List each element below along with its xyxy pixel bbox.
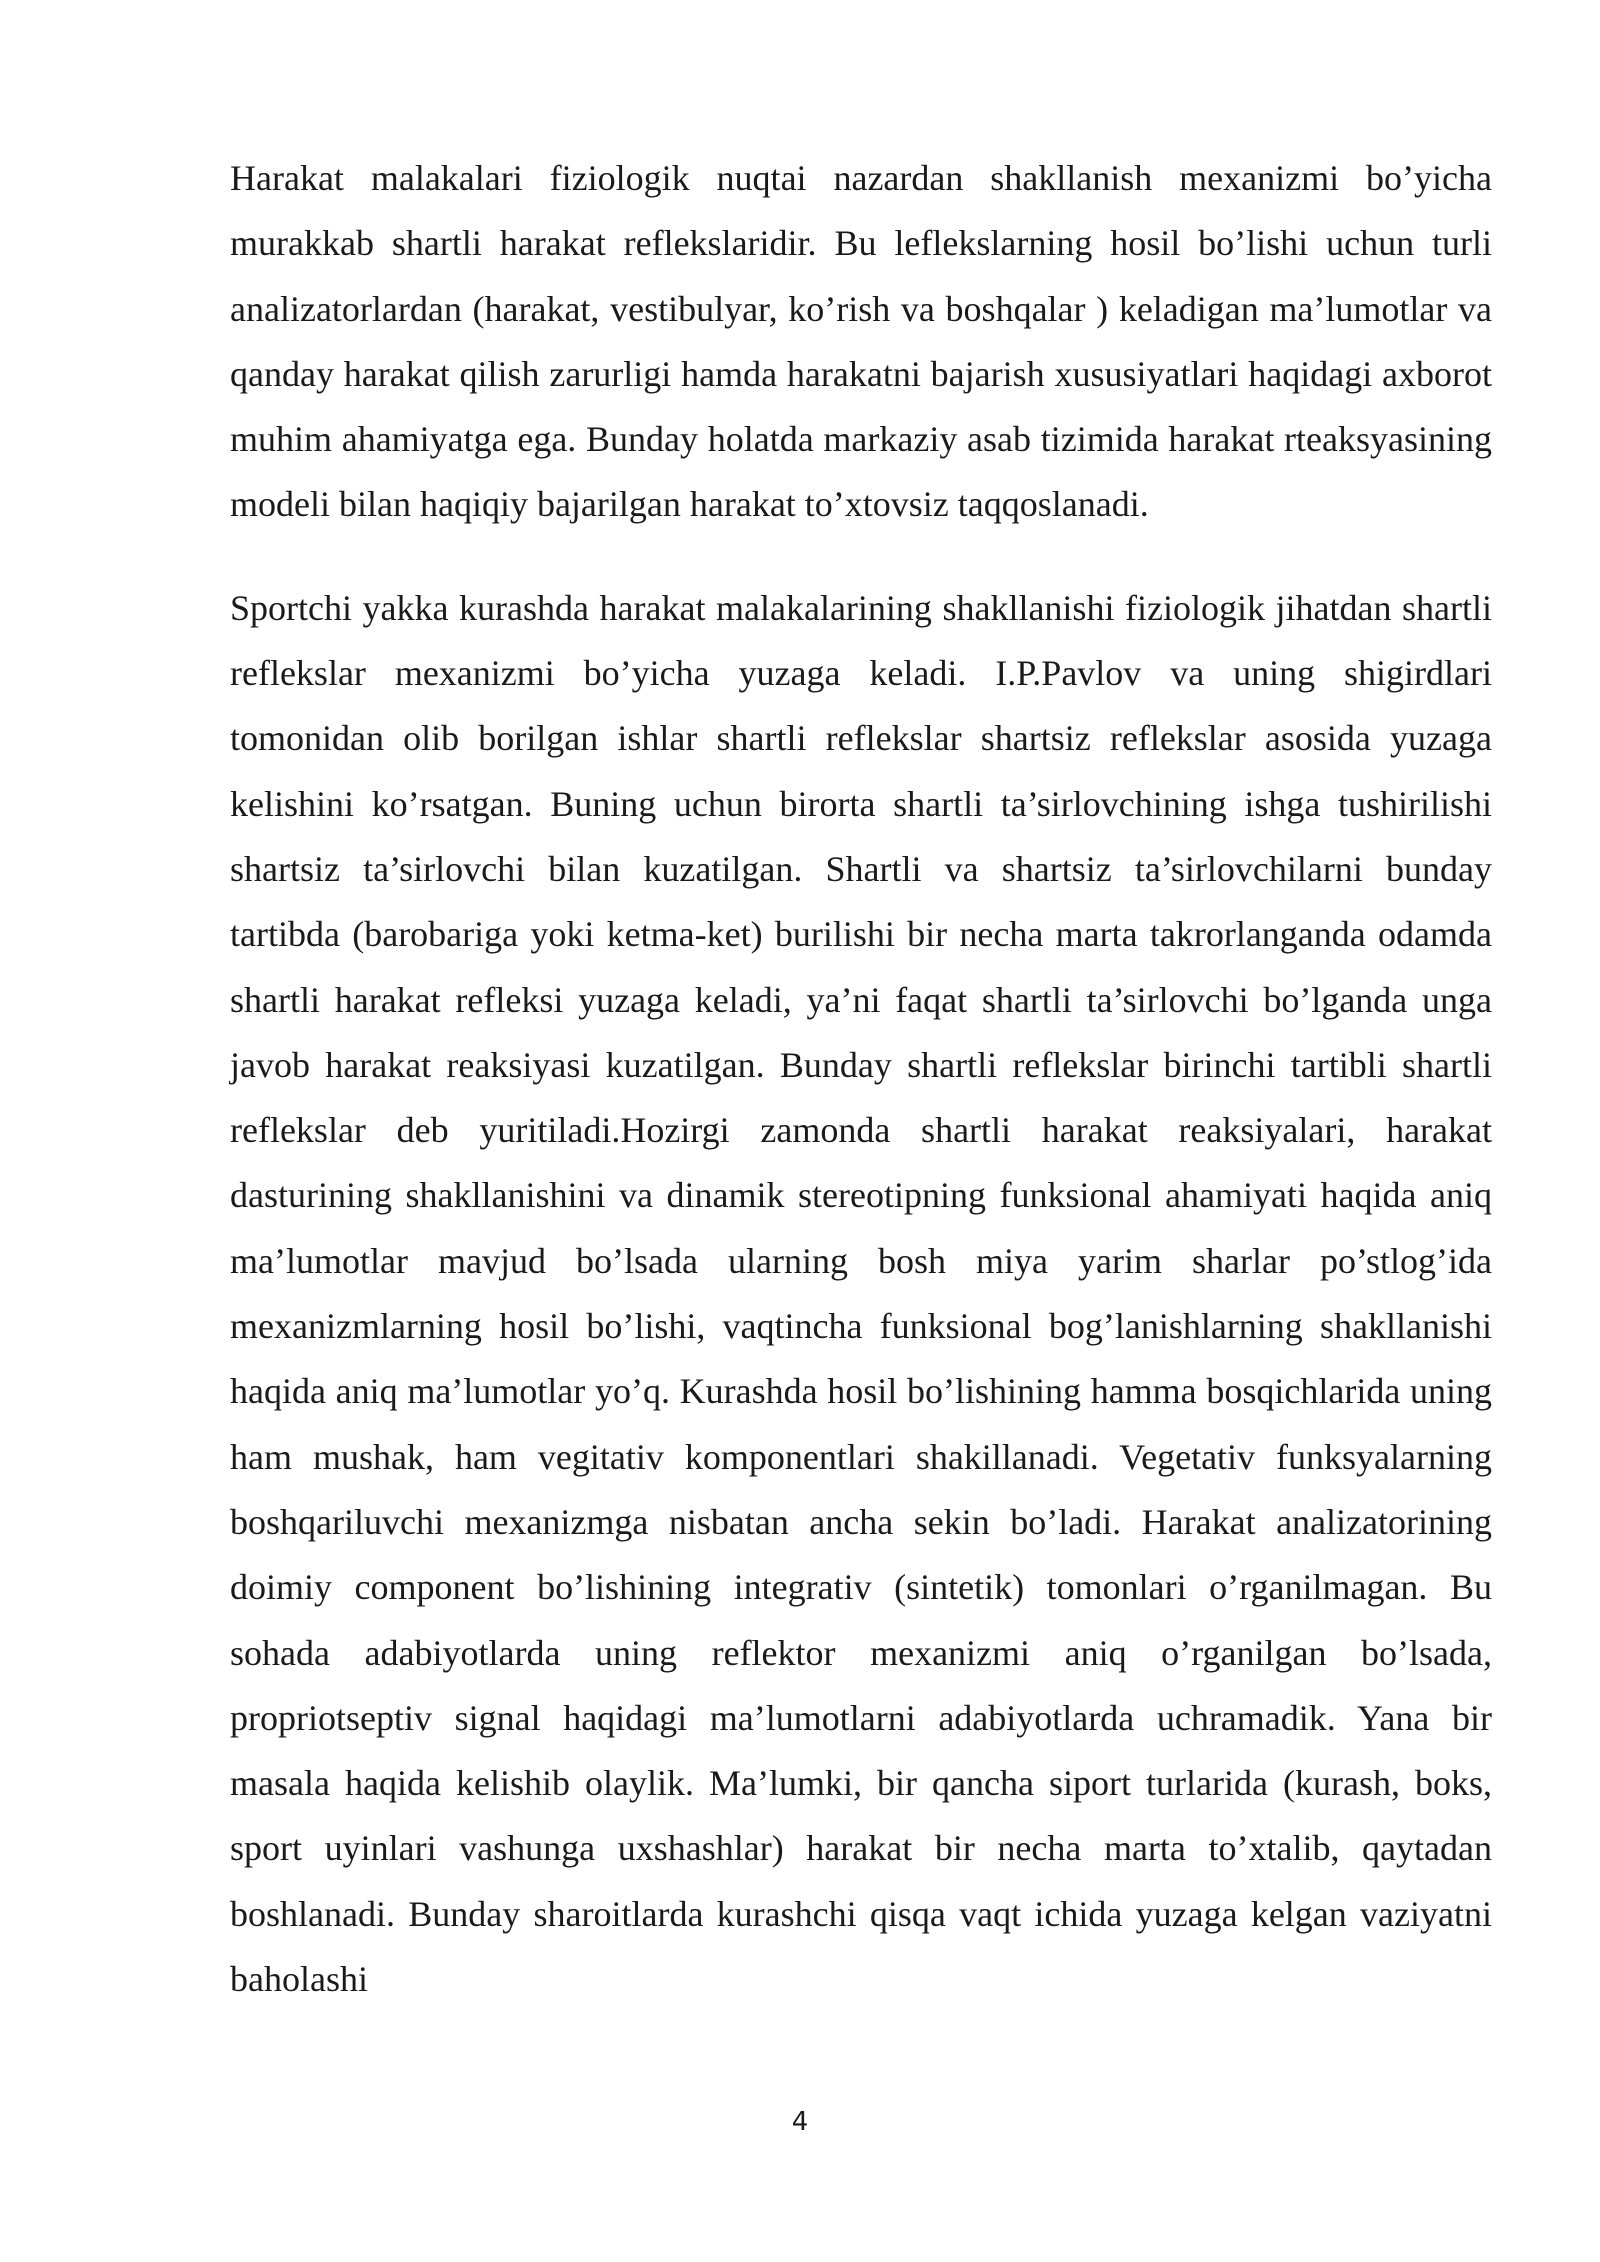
page-number: 4: [791, 2107, 809, 2137]
body-text: [230, 146, 1492, 2012]
paragraph-2: Sportchi yakka kurashda harakat malakalarining shakllanishi fiziologik jihatdan shartli reflekslar mexanizmi bo’yicha yuzaga keladi. I.P.Pavlov va uning shigirdlari tomonidan olib borilgan ishlar shartli reflekslar shartsiz reflekslar asosida yuzaga kelishini ko’rsatgan. Buning uchun birorta shartli ta’sirlovchining ishga tushirilishi shartsiz ta’sirlovchi bilan kuzatilgan. Shartli va shartsiz ta’sirlovchilarni bunday tartibda (barobariga yoki ketma-ket) burilishi bir necha marta takrorlanganda odamda shartli harakat refleksi yuzaga keladi, ya’ni faqat shartli ta’sirlovchi bo’lganda unga javob harakat reaksiyasi kuzatilgan. Bunday shartli reflekslar birinchi tartibli shartli reflekslar deb yuritiladi.Hozirgi zamonda shartli harakat reaksiyalari, harakat dasturining shakllanishini va dinamik stereotipning funksional ahamiyati haqida aniq ma’lumotlar mavjud bo’lsada ularning bosh miya yarim sharlar po’stlog’ida mexanizmlarning hosil bo’lishi, vaqtincha funksional bog’lanishlarning shakllanishi haqida aniq ma’lumotlar yo’q. Kurashda hosil bo’lishining hamma bosqichlarida uning ham mushak, ham vegitativ komponentlari shakillanadi. Vegetativ funksyalarning boshqariluvchi mexanizmga nisbatan ancha sekin bo’ladi. Harakat analizatorining doimiy component bo’lishining integrativ (sintetik) tomonlari o’rganilmagan. Bu sohada adabiyotlarda uning reflektor mexanizmi aniq o’rganilgan bo’lsada, propriotseptiv signal haqidagi ma’lumotlarni adabiyotlarda uchramadik. Yana bir masala haqida kelishib olaylik. Ma’lumki, bir qancha siport turlarida (kurash, boks, sport uyinlari vashunga uxshashlar) harakat bir necha marta to’xtalib, qaytadan boshlanadi. Bunday sharoitlarda kurashchi qisqa vaqt ichida yuzaga kelgan vaziyatni baholashi: [230, 587, 1492, 2000]
paragraph-1: Harakat malakalari fiziologik nuqtai nazardan shakllanish mexanizmi bo’yicha murakkab shartli harakat reflekslaridir. Bu leflekslarning hosil bo’lishi uchun turli analizatorlardan (harakat, vestibulyar, ko’rish va boshqalar ) keladigan ma’lumotlar va qanday harakat qilish zarurligi hamda harakatni bajarish xususiyatlari haqidagi axborot muhim ahamiyatga ega. Bunday holatda markaziy asab tizimida harakat rteaksyasining modeli bilan haqiqiy bajarilgan harakat to’xtovsiz taqqoslanadi.: [230, 158, 1492, 525]
